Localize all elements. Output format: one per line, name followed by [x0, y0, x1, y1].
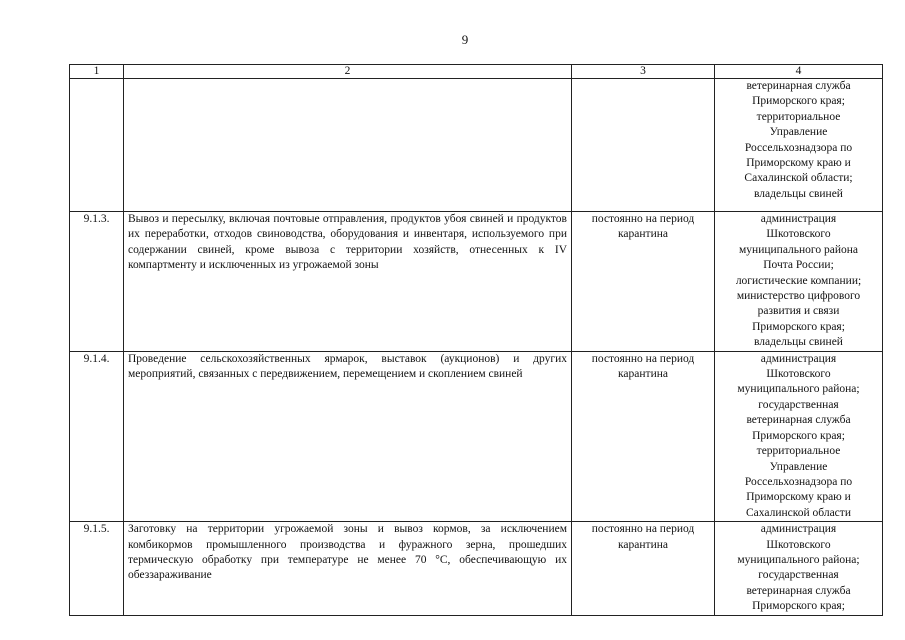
table-row — [70, 351, 883, 521]
responsible-line: Почта России; — [763, 259, 834, 272]
measure-description-cell: Заготовку на территории угрожаемой зоны и вывоз кормов, за исключением комбикормов промышленного производства и фуражного зерна, прошедших термическую обработку при температуре не менее 70 °С, обеспечивающую их обеззараживание — [124, 522, 572, 615]
responsible-line: государственная — [758, 569, 839, 582]
responsible-line: развития и связи — [757, 305, 840, 318]
responsible-line: владельцы свиней — [754, 336, 843, 349]
responsible-line: Управление — [769, 460, 828, 473]
table-row — [70, 79, 883, 212]
column-header-1: 1 — [70, 65, 124, 79]
item-number-cell: 9.1.5. — [70, 522, 124, 615]
responsible-line: ветеринарная служба — [746, 80, 851, 92]
header-row — [70, 65, 883, 79]
responsible-line: Сахалинской области — [746, 506, 851, 519]
responsible-line: территориальное — [756, 445, 841, 458]
item-number-cell: 9.1.3. — [70, 212, 124, 352]
responsible-line: администрация — [760, 523, 837, 536]
responsible-line: владельцы свиней — [754, 187, 843, 200]
responsible-line: Приморского края; — [752, 429, 845, 442]
item-number-cell: 9.1.4. — [70, 351, 124, 521]
responsible-line: Приморского края; — [752, 600, 845, 613]
responsible-line: Россельхознадзора по — [744, 141, 853, 154]
responsible-line: министерство цифрового — [736, 290, 861, 303]
column-header-2: 2 — [124, 65, 572, 79]
page-number: 9 — [461, 32, 469, 47]
term-cell: постоянно на период карантина — [572, 212, 715, 352]
responsible-line: ветеринарная служба — [746, 584, 851, 597]
responsible-line: Приморскому краю и — [746, 491, 851, 504]
term-cell: постоянно на период карантина — [572, 522, 715, 615]
term-cell — [572, 79, 715, 212]
responsible-line: государственная — [758, 398, 839, 411]
item-number-cell — [70, 79, 124, 212]
responsible-line: Шкотовского — [766, 538, 831, 551]
responsible-line: администрация — [760, 213, 837, 225]
column-header-3: 3 — [572, 65, 715, 79]
measures-table — [69, 64, 883, 616]
responsible-line: Шкотовского — [766, 228, 831, 241]
responsible-line: Россельхознадзора по — [744, 475, 853, 488]
responsible-cell — [715, 522, 883, 615]
responsible-cell — [715, 351, 883, 521]
responsible-line: Приморского края; — [752, 95, 845, 108]
measure-description-cell: Вывоз и пересылку, включая почтовые отправления, продуктов убоя свиней и продуктов их переработки, отходов свиноводства, оборудования и инвентаря, используемого при содержании свиней, кроме вывоза с территории хозяйств, отнесенных к IV компартменту и исключенных из угрожаемой зоны — [124, 212, 572, 352]
responsible-line: Управление — [769, 126, 828, 139]
measure-description-cell: Проведение сельскохозяйственных ярмарок, выставок (аукционов) и других мероприятий, связанных с передвижением, перемещением и скоплением свиней — [124, 351, 572, 521]
responsible-line: администрация — [760, 352, 837, 365]
responsible-line: логистические компании; — [735, 274, 862, 287]
responsible-line: ветеринарная служба — [746, 414, 851, 427]
responsible-cell — [715, 212, 883, 352]
responsible-line: территориальное — [756, 110, 841, 123]
responsible-line: Сахалинской области; — [744, 172, 853, 185]
responsible-line: Приморского края; — [752, 320, 845, 333]
responsible-line: Приморскому краю и — [746, 157, 851, 170]
table-row — [70, 212, 883, 352]
responsible-cell — [715, 79, 883, 212]
table-row — [70, 522, 883, 615]
responsible-line: муниципального района; — [737, 553, 860, 566]
measure-description-cell — [124, 79, 572, 212]
responsible-line: Шкотовского — [766, 368, 831, 381]
responsible-line: муниципального района; — [737, 383, 860, 396]
term-cell: постоянно на период карантина — [572, 351, 715, 521]
responsible-line: муниципального района — [739, 243, 858, 256]
column-header-4: 4 — [715, 65, 883, 79]
